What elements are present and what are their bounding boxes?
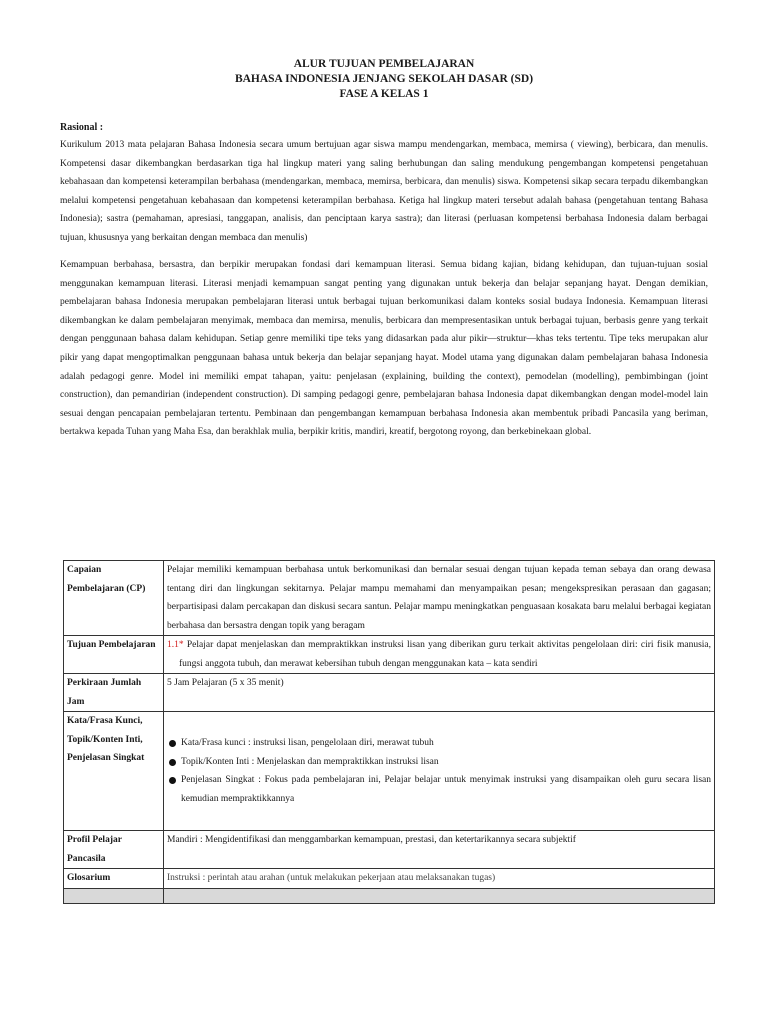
title-line-3: FASE A KELAS 1 bbox=[339, 88, 429, 100]
learning-objectives-table bbox=[63, 560, 715, 904]
list-item: Topik/Konten Inti : Menjelaskan dan mempraktikkan instruksi lisan bbox=[167, 753, 711, 772]
list-item: Penjelasan Singkat : Fokus pada pembelajaran ini, Pelajar belajar untuk menyimak instruksi yang disampaikan oleh guru secara lisan kemudian mempraktikkannya bbox=[167, 771, 711, 808]
tujuan-item bbox=[167, 636, 711, 673]
profil-content: Mandiri : Mengidentifikasi dan menggambarkan kemampuan, prestasi, dan ketertarikannya secara subjektif bbox=[164, 831, 715, 869]
tujuan-label: Tujuan Pembelajaran bbox=[64, 636, 164, 674]
table-row-empty bbox=[64, 888, 715, 903]
title-line-1: ALUR TUJUAN PEMBELAJARAN bbox=[293, 58, 475, 70]
kata-bullet-list bbox=[167, 734, 711, 808]
profil-label: Profil Pelajar Pancasila bbox=[64, 831, 164, 869]
title-line-2: BAHASA INDONESIA JENJANG SEKOLAH DASAR (SD) bbox=[234, 73, 534, 85]
cp-label: Capaian Pembelajaran (CP) bbox=[64, 561, 164, 636]
cp-content: Pelajar memiliki kemampuan berbahasa untuk berkomunikasi dan bernalar sesuai dengan tujuan kepada teman sebaya dan orang dewasa tentang diri dan lingkungan sekitarnya. Pelajar mampu memahami dan menyampaikan pesan; mengekspresikan perasaan dan gagasan; berpartisipasi dalam percakapan dan diskusi secara santun. Pelajar mampu meningkatkan penguasaan kosakata baru melalui berbagai kegiatan berbahasa dan bersastra dengan topik yang beragam bbox=[164, 561, 715, 636]
list-item: Kata/Frasa kunci : instruksi lisan, pengelolaan diri, merawat tubuh bbox=[167, 734, 711, 753]
table-row-jam bbox=[64, 674, 715, 712]
glosarium-content: Instruksi : perintah atau arahan (untuk melakukan pekerjaan atau melaksanakan tugas) bbox=[164, 869, 715, 889]
glosarium-label: Glosarium bbox=[64, 869, 164, 889]
tujuan-content: Pelajar dapat menjelaskan dan mempraktikkan instruksi lisan yang diberikan guru terkait aktivitas pengelolaan diri: ciri fisik manusia, fungsi anggota tubuh, dan merawat kebersihan tubuh dengan menggunakan kata – kata sendiri bbox=[179, 640, 712, 669]
empty-cell bbox=[164, 888, 715, 903]
empty-cell bbox=[64, 888, 164, 903]
jam-content: 5 Jam Pelajaran (5 x 35 menit) bbox=[164, 674, 715, 712]
kata-cell bbox=[164, 712, 715, 831]
bullet-dot-icon bbox=[169, 759, 176, 766]
document-title bbox=[0, 57, 768, 102]
table-row-cp bbox=[64, 561, 715, 636]
table-row-kata bbox=[64, 712, 715, 831]
tujuan-number: 1.1* bbox=[167, 640, 184, 650]
tujuan-cell bbox=[164, 636, 715, 674]
jam-label: Perkiraan Jumlah Jam bbox=[64, 674, 164, 712]
table-row-glosarium bbox=[64, 869, 715, 889]
bullet-dot-icon bbox=[169, 740, 176, 747]
table-row-tujuan bbox=[64, 636, 715, 674]
kata-label: Kata/Frasa Kunci, Topik/Konten Inti, Penjelasan Singkat bbox=[64, 712, 164, 831]
rasional-paragraph-1: Kurikulum 2013 mata pelajaran Bahasa Indonesia secara umum bertujuan agar siswa mampu mendengarkan, membaca, memirsa ( viewing), berbicara, dan menulis. Kompetensi dasar dikembangkan berdasarkan tiga hal lingkup materi yang saling berhubungan dan saling mendukung pengembangan kompetensi pengetahuan kebahasaan dan kompetensi keterampilan berbahasa (mendengarkan, membaca, memirsa, berbicara, dan menulis) siswa. Kompetensi sikap secara terpadu dikembangkan melalui kompetensi pengetahuan kebahasaan dan kompetensi keterampilan berbahasa. Ketiga hal lingkup materi tersebut adalah bahasa (pengetahuan tentang Bahasa Indonesia); sastra (pemahaman, apresiasi, tanggapan, analisis, dan penciptaan karya sastra); dan literasi (perluasan kompetensi berbahasa Indonesia dalam berbagai tujuan, khususnya yang berkaitan dengan membaca dan menulis) bbox=[60, 140, 708, 243]
rasional-heading: Rasional : bbox=[60, 122, 104, 133]
table-row-profil bbox=[64, 831, 715, 869]
bullet-dot-icon bbox=[169, 777, 176, 784]
rasional-paragraph-2: Kemampuan berbahasa, bersastra, dan berpikir merupakan fondasi dari kemampuan literasi. Semua bidang kajian, bidang kehidupan, dan tujuan-tujuan sosial menggunakan kemampuan literasi. Literasi menjadi kemampuan sangat penting yang digunakan untuk bekerja dan belajar sepanjang hayat. Dengan demikian, pembelajaran bahasa Indonesia merupakan pembelajaran literasi untuk berbagai tujuan berkomunikasi dalam konteks sosial budaya Indonesia. Kemampuan literasi dikembangkan ke dalam pembelajaran menyimak, membaca dan memirsa, menulis, berbicara dan mempresentasikan untuk berbagai tujuan, berbasis genre yang terkait dengan penggunaan bahasa dalam kehidupan. Setiap genre memiliki tipe teks yang didasarkan pada alur pikir—struktur—khas teks tertentu. Tipe teks merupakan alur pikir yang dapat mengoptimalkan penggunaan bahasa untuk bekerja dan belajar sepanjang hayat. Model utama yang digunakan dalam pembelajaran bahasa Indonesia adalah pedagogi genre. Model ini memiliki empat tahapan, yaitu: penjelasan (explaining, building the context), pemodelan (modelling), pembimbingan (joint construction), dan pemandirian (independent construction). Di samping pedagogi genre, pembelajaran bahasa Indonesia dapat dikembangkan dengan model-model lain sesuai dengan pencapaian pembelajaran tertentu. Pembinaan dan pengembangan kemampuan berbahasa Indonesia akan membentuk pribadi Pancasila yang beriman, bertakwa kepada Tuhan yang Maha Esa, dan berakhlak mulia, berpikir kritis, mandiri, kreatif, bergotong royong, dan berkebinekaan global. bbox=[60, 260, 708, 438]
